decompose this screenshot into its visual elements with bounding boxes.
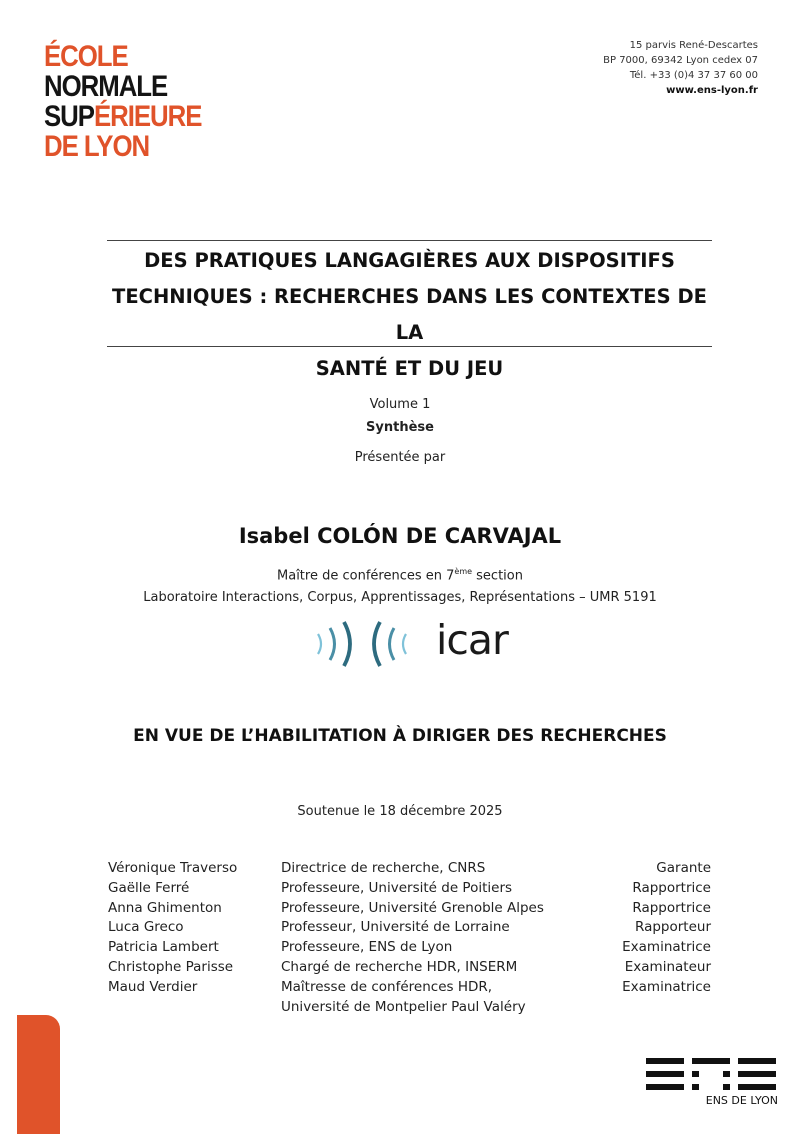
title-line-1: DES PRATIQUES LANGAGIÈRES AUX DISPOSITIFS: [144, 249, 675, 272]
logo-line-4: DE LYON: [44, 130, 150, 163]
address-street: 15 parvis René-Descartes: [629, 40, 758, 51]
author-name: Isabel COLÓN DE CARVAJAL: [238, 524, 562, 548]
icar-logo: [310, 618, 530, 670]
ens-wordmark-logo: [44, 42, 201, 162]
icar-logo-text: icar: [436, 616, 508, 664]
jury-row: Luca Greco Professeur, Université de Lorraine Rapporteur: [108, 919, 711, 936]
jury-row: Maud Verdier Maîtresse de conférences HDR, Examinatrice: [108, 978, 711, 995]
orange-corner-tab: [17, 1015, 60, 1134]
habilitation-heading: EN VUE DE L’HABILITATION À DIRIGER DES RECHERCHES: [133, 726, 667, 746]
jury-row: Patricia Lambert Professeure, ENS de Lyon Examinatrice: [108, 939, 711, 956]
jury-row: Christophe Parisse Chargé de recherche HDR, INSERM Examinateur: [108, 958, 711, 975]
volume-label: Volume 1: [369, 397, 431, 412]
ens-logo-caption: ENS DE LYON: [705, 1094, 778, 1107]
address-tel: Tél. +33 (0)4 37 37 60 00: [629, 70, 758, 81]
laboratory: Laboratoire Interactions, Corpus, Apprentissages, Représentations – UMR 5191: [143, 590, 657, 605]
author-position: Maître de conférences en 7ème section: [277, 567, 523, 584]
address-web-link[interactable]: www.ens-lyon.fr: [666, 85, 758, 96]
ens-logo-icon: [644, 1056, 778, 1092]
presented-by: Présentée par: [354, 450, 446, 465]
subtitle-synthese: Synthèse: [366, 420, 434, 435]
logo-line-3: SUPÉRIEURE: [44, 100, 202, 133]
address-bp: BP 7000, 69342 Lyon cedex 07: [603, 55, 758, 66]
address-block: [603, 38, 758, 98]
title-bottom-rule: [107, 346, 712, 347]
ens-logo: [644, 1056, 778, 1116]
defense-date: Soutenue le 18 décembre 2025: [297, 804, 503, 819]
jury-row: Véronique Traverso Directrice de recherche, CNRS Garante: [108, 860, 711, 876]
jury-list: [108, 860, 711, 1018]
title-line-3: SANTÉ ET DU JEU: [315, 357, 504, 380]
title-line-2: TECHNIQUES : RECHERCHES DANS LES CONTEXTES DE LA: [112, 285, 707, 344]
thesis-title: [107, 243, 712, 387]
logo-line-1: ÉCOLE: [44, 40, 128, 73]
jury-row: Gaëlle Ferré Professeure, Université de Poitiers Rapportrice: [108, 879, 711, 896]
logo-line-2: NORMALE: [44, 70, 168, 103]
title-top-rule: [107, 240, 712, 241]
jury-row: Anna Ghimenton Professeure, Université Grenoble Alpes Rapportrice: [108, 899, 711, 916]
jury-row: Université de Montpelier Paul Valéry: [281, 998, 526, 1015]
